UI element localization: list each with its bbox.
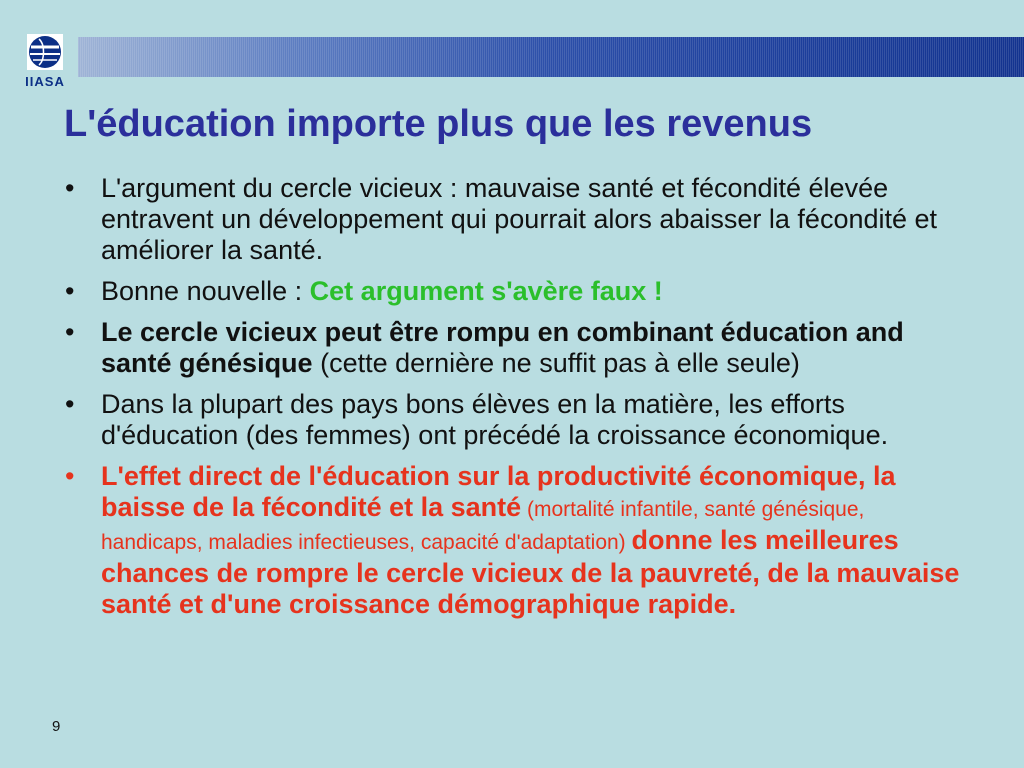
bullet-bold-text: Le cercle vicieux peut être rompu en combinant éducation and santé génésique (101, 317, 904, 378)
bullet-text-rest: (cette dernière ne suffit pas à elle seule) (312, 348, 800, 378)
bullet-bold-text: L'effet direct de l'éducation sur la productivité économique, la baisse de la fécondité et la santé (101, 461, 896, 522)
bullet-item (60, 173, 960, 266)
bullet-marker: • (65, 317, 75, 347)
header-banner (78, 37, 1024, 77)
bullet-item (60, 276, 960, 307)
logo-text: IIASA (25, 74, 65, 89)
bullet-marker: • (65, 389, 75, 419)
bullet-item (60, 461, 960, 620)
bullet-item (60, 317, 960, 379)
bullet-item (60, 389, 960, 451)
page-number: 9 (52, 718, 61, 735)
bullet-highlight: Cet argument s'avère faux ! (309, 276, 663, 306)
iiasa-logo (25, 34, 65, 94)
slide-title: L'éducation importe plus que les revenus (64, 103, 813, 145)
bullet-text: Dans la plupart des pays bons élèves en la matière, les efforts d'éducation (des femmes) ont précédé la croissance économique. (101, 389, 889, 450)
globe-icon (27, 34, 63, 70)
bullet-marker: • (65, 276, 75, 306)
bullet-marker: • (65, 461, 75, 491)
bullet-list (60, 173, 960, 630)
bullet-bold-text-end: donne les meilleures chances de rompre le cercle vicieux de la pauvreté, de la mauvaise santé et d'une croissance démographique rapide. (101, 525, 960, 619)
bullet-small-text: (mortalité infantile, santé génésique, handicaps, maladies infectieuses, capacité d'adaptation) (101, 498, 865, 554)
bullet-marker: • (65, 173, 75, 203)
bullet-text-prefix: Bonne nouvelle : (101, 276, 310, 306)
bullet-text: L'argument du cercle vicieux : mauvaise santé et fécondité élevée entravent un développement qui pourrait alors abaisser la fécondité et améliorer la santé. (101, 173, 938, 265)
